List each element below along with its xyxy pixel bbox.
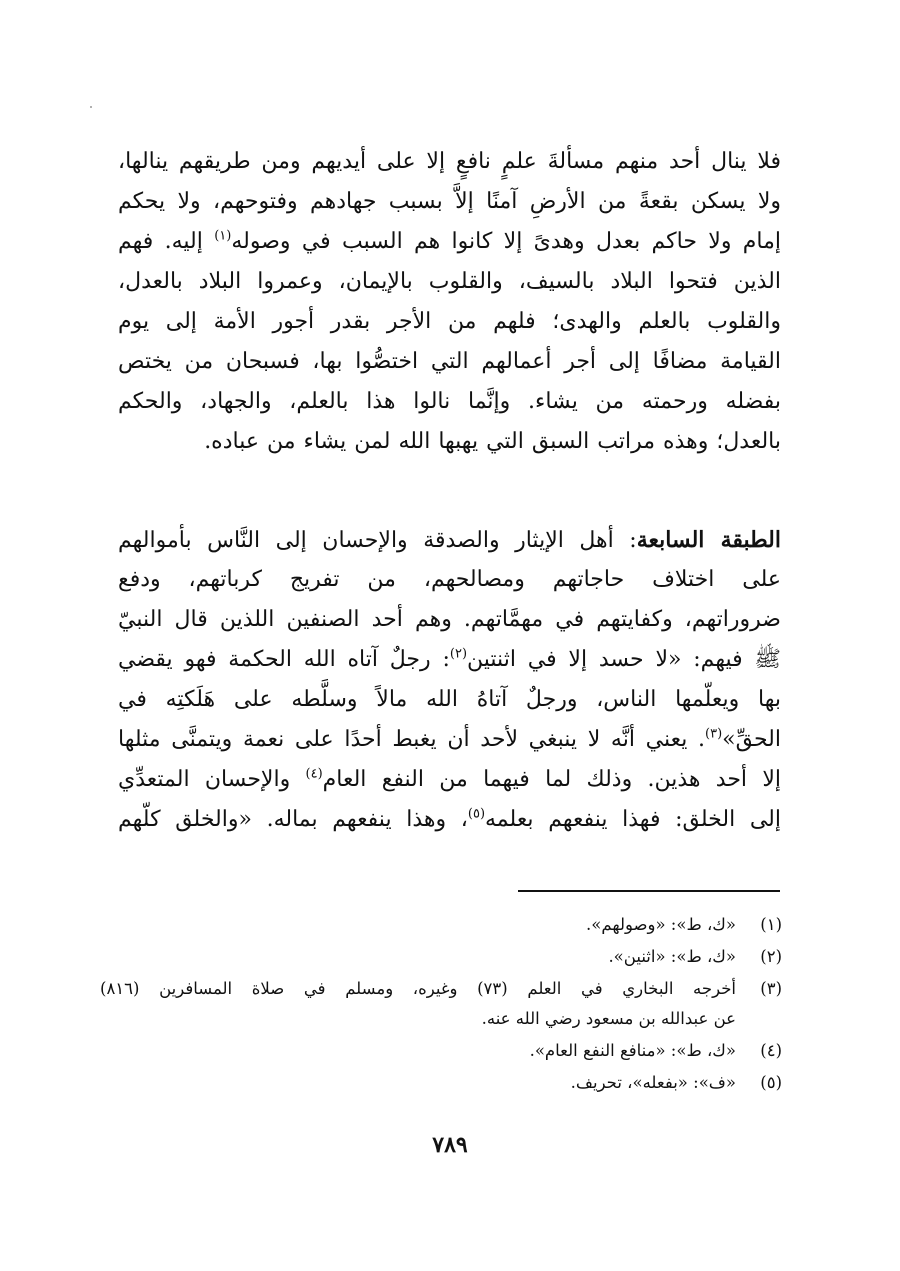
- text-line: القيامة مضافًا إلى أجر أعمالهم التي اختصُّوا بها، فسبحان من يختص: [118, 349, 781, 374]
- text-line: بفضله ورحمته من يشاء. وإنَّما نالوا هذا بالعلم، والجهاد، والحكم: [118, 389, 781, 414]
- footnote-ref-3[interactable]: (٣): [705, 726, 723, 742]
- text-fragment: إمام ولا حاكم بعدل وهدىً إلا كانوا هم السبب في وصوله: [231, 229, 781, 254]
- footnote-text: [100, 1036, 736, 1066]
- footnote-line: «ك، ط»: «وصولهم».: [586, 915, 736, 934]
- footnote-line: أخرجه البخاري في العلم (٧٣) وغيره، ومسلم في صلاة المسافرين (٨١٦): [100, 979, 736, 998]
- footnote-item: [100, 910, 782, 940]
- text-line: ولا يسكن بقعةً من الأرضِ آمنًا إلاَّ بسبب جهادهم وفتوحهم، ولا يحكم: [118, 189, 781, 214]
- text-fragment: إليه. فهم: [118, 229, 215, 254]
- text-line: [118, 520, 781, 560]
- text-line: والقلوب بالعلم والهدى؛ فلهم من الأجر بقدر أجور الأمة إلى يوم: [118, 309, 781, 334]
- footnote-item: [100, 1068, 782, 1098]
- footnote-ref-2[interactable]: (٢): [449, 646, 468, 662]
- footnote-text: [100, 1068, 736, 1098]
- footnote-ref-1[interactable]: (١): [214, 228, 232, 244]
- text-fragment: : أهل الإيثار والصدقة والإحسان إلى النَّاس بأموالهم: [118, 528, 637, 553]
- text-line: فلا ينال أحد منهم مسألةَ علمٍ نافعٍ إلا على أيديهم ومن طريقهم ينالها،: [118, 149, 781, 174]
- text-fragment: : رجلٌ آتاه الله الحكمة فهو يقضي: [118, 647, 450, 672]
- text-line: الذين فتحوا البلاد بالسيف، والقلوب بالإيمان، وعمروا البلاد بالعدل،: [118, 269, 781, 294]
- footnote-number: (٥): [760, 1073, 782, 1092]
- text-fragment: والإحسان المتعدِّي: [118, 767, 306, 792]
- footnote-number: (١): [760, 915, 782, 934]
- footnote-item: [100, 974, 782, 1034]
- text-line: [118, 800, 781, 840]
- text-line: [118, 222, 781, 262]
- footnote-line: «ك، ط»: «اثنين».: [608, 947, 736, 966]
- footnote-number: (٢): [760, 947, 782, 966]
- footnote-separator: [518, 890, 780, 892]
- footnote-ref-5[interactable]: (٥): [467, 806, 486, 822]
- text-line: بها ويعلّمها الناس، ورجلٌ آتاهُ الله مالاً وسلَّطه على هَلَكتِه في: [118, 687, 781, 712]
- text-line: [118, 760, 781, 800]
- text-fragment: إلى الخلق: فهذا ينفعهم بعلمه: [485, 807, 781, 832]
- text-line: على اختلاف حاجاتهم ومصالحهم، من تفريج كرباتهم، ودفع: [118, 567, 781, 592]
- footnote-text: [100, 942, 736, 972]
- text-line: [118, 640, 781, 680]
- text-fragment: . يعني أنَّه لا ينبغي لأحد أن يغبط أحدًا على نعمة ويتمنَّى مثلها: [118, 727, 706, 752]
- scan-speck: [90, 106, 92, 108]
- footnote-number: (٤): [760, 1041, 782, 1060]
- text-fragment: ، وهذا ينفعهم بماله. «والخلق كلّهم: [118, 807, 468, 832]
- paragraph-2: [118, 520, 781, 840]
- footnote-item: [100, 1036, 782, 1066]
- text-line: بالعدل؛ وهذه مراتب السبق التي يهبها الله لمن يشاء من عباده.: [204, 429, 781, 454]
- footnote-ref-4[interactable]: (٤): [305, 766, 323, 782]
- footnote-line: «ك، ط»: «منافع النفع العام».: [529, 1041, 736, 1060]
- footnotes: [100, 910, 782, 1100]
- footnote-number: (٣): [760, 979, 782, 998]
- footnote-text: [100, 974, 736, 1034]
- paragraph-1: [118, 142, 781, 462]
- text-line: [118, 720, 781, 760]
- section-heading: الطبقة السابعة: [636, 527, 781, 553]
- footnote-text: [100, 910, 736, 940]
- text-fragment: إلا أحد هذين. وذلك لما فيهما من النفع العام: [322, 767, 781, 792]
- text-fragment: ﷺ فيهم: «لا حسد إلا في اثنتين: [467, 647, 782, 672]
- text-fragment: الحقِّ»: [722, 727, 781, 752]
- footnote-line: «ف»: «بفعله»، تحريف.: [570, 1073, 736, 1092]
- footnote-line: عن عبدالله بن مسعود رضي الله عنه.: [481, 1009, 736, 1028]
- text-line: ضروراتهم، وكفايتهم في مهمَّاتهم. وهم أحد الصنفين اللذين قال النبيّ: [118, 607, 781, 632]
- page-number: ٧٨٩: [432, 1132, 468, 1158]
- footnote-item: [100, 942, 782, 972]
